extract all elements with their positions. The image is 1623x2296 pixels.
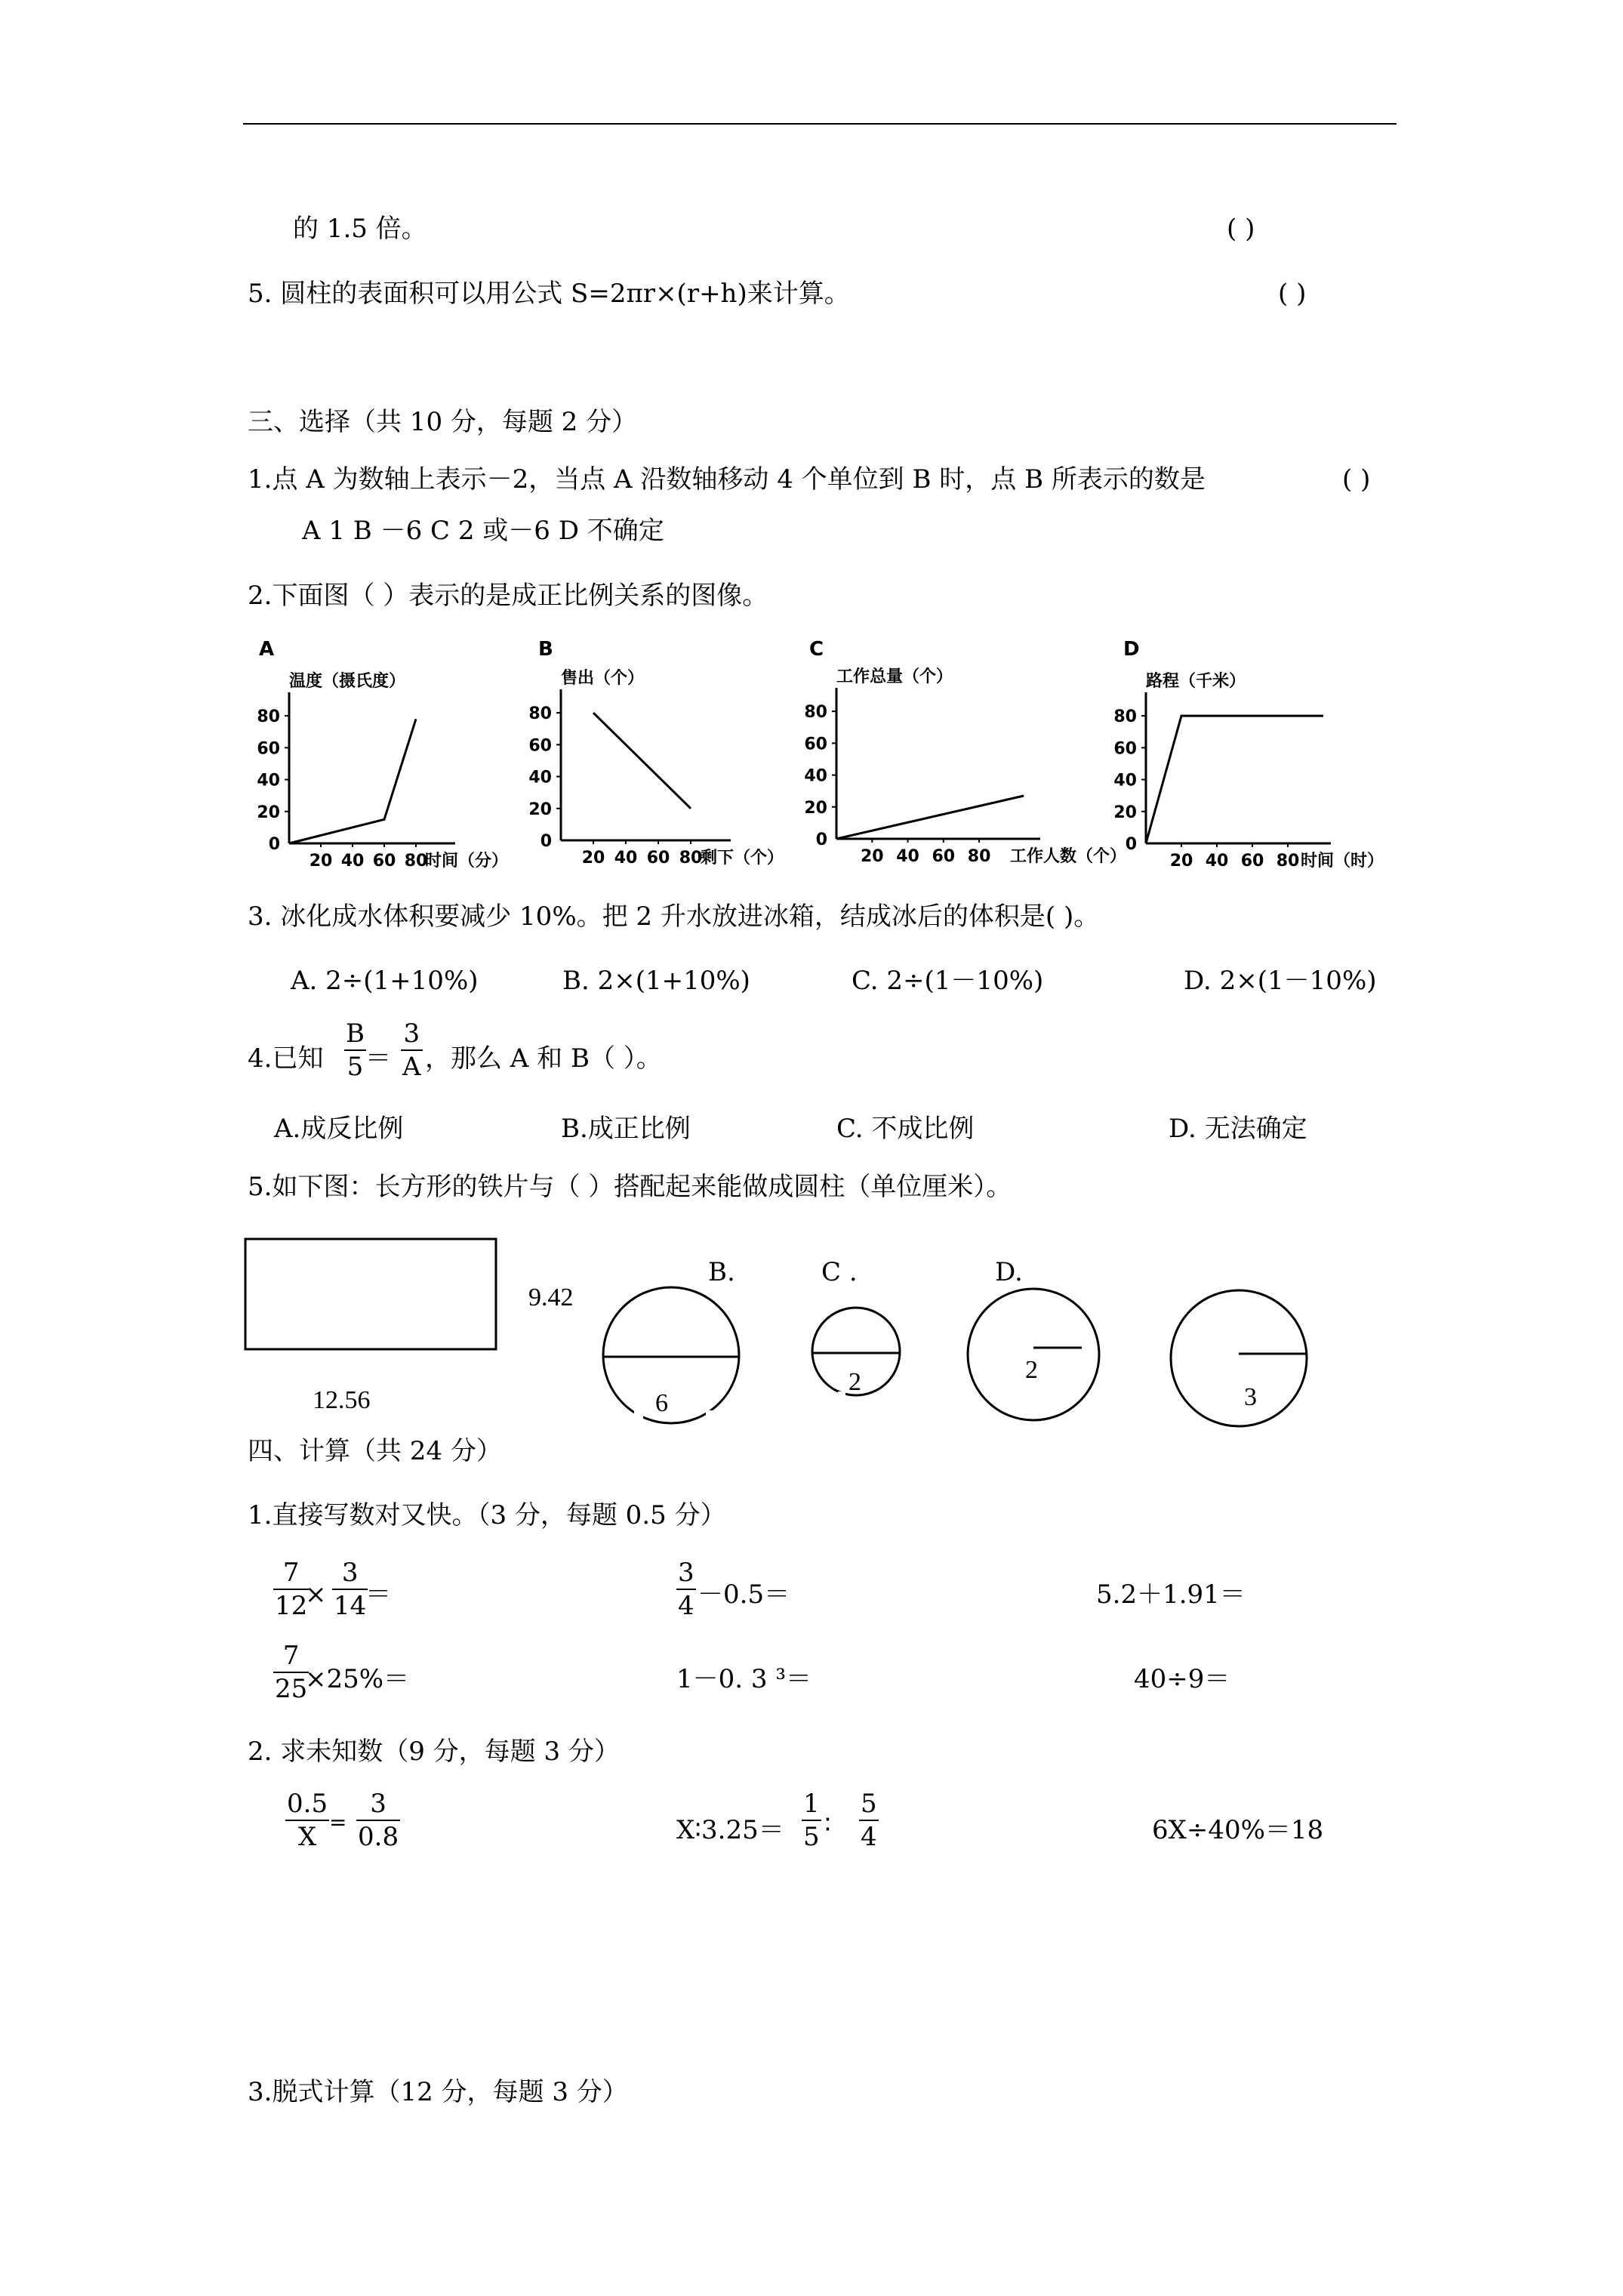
item4-tail: 的 1.5 倍。 <box>293 214 427 244</box>
q2-text: 2.下面图（ ）表示的是成正比例关系的图像。 <box>248 581 768 611</box>
circle-d <box>1171 1290 1307 1426</box>
calc1-operator: × <box>305 1579 327 1610</box>
solve1-left-numerator: 0.5 <box>285 1791 329 1821</box>
section4-sub1: 1.直接写数对又快。（3 分，每题 0.5 分） <box>248 1500 726 1530</box>
solve2-colon: ∶ <box>824 1810 831 1840</box>
calc1-fraction-a-denominator: 12 <box>275 1591 308 1621</box>
solve1-left-denominator: X <box>297 1822 317 1852</box>
graph-D-x-title: 时间（时） <box>1301 852 1384 871</box>
graph-C-x-tick-label: 40 <box>896 847 919 866</box>
circle-b-diameter-value: 2 <box>848 1368 861 1396</box>
graph-C-x-title: 工作人数（个） <box>1010 847 1127 866</box>
calc1-fraction-a-numerator: 7 <box>273 1560 309 1590</box>
graph-D-x-tick-label: 20 <box>1169 852 1193 871</box>
graph-B-y-tick-label: 20 <box>528 800 552 819</box>
q1-options: A 1 B －6 C 2 或－6 D 不确定 <box>302 516 664 546</box>
solve1-right-numerator: 3 <box>356 1791 400 1821</box>
circle-c-radius-value: 2 <box>1025 1356 1038 1384</box>
solve2-prefix: X∶3.25＝ <box>676 1815 784 1845</box>
solve2-fraction-2 <box>859 1791 879 1850</box>
q4-equals: ＝ <box>365 1043 391 1074</box>
q4-option-b: B.成正比例 <box>561 1114 691 1144</box>
circle-d-radius-value: 3 <box>1244 1383 1257 1411</box>
graph-B-y-tick-label: 0 <box>540 832 552 851</box>
calc1-fraction-a <box>273 1560 309 1619</box>
calc2-fraction <box>676 1560 696 1619</box>
graph-D-x-tick-label: 40 <box>1205 852 1229 871</box>
graph-A-x-tick-label: 60 <box>372 852 396 871</box>
q3-option-a: A. 2÷(1+10%) <box>291 966 479 996</box>
graph-C-x-tick-label: 60 <box>932 847 956 866</box>
graph-A-letter: A <box>259 638 275 661</box>
graph-B-y-tick-label: 40 <box>528 768 552 787</box>
item5-answer-paren: ( ) <box>1278 279 1307 309</box>
graph-B-letter: B <box>538 638 553 661</box>
graph-D-y-tick-label: 20 <box>1113 803 1137 822</box>
graph-B-x-tick-label: 40 <box>614 849 638 868</box>
graph-D-y-tick-label: 80 <box>1113 707 1137 727</box>
calc6: 40÷9＝ <box>1134 1664 1230 1694</box>
graph-C-y-tick-label: 0 <box>815 831 827 849</box>
q1-answer-paren: ( ) <box>1342 464 1371 495</box>
graph-B-x-tick-label: 60 <box>646 849 670 868</box>
rectangle-width-label: 12.56 <box>313 1386 371 1414</box>
circle-label-d: D. <box>995 1257 1023 1287</box>
solve2-fraction-1-numerator: 1 <box>802 1791 821 1821</box>
solve1-right-denominator: 0.8 <box>358 1822 399 1852</box>
calc1-fraction-b <box>332 1560 368 1619</box>
calc4-fraction-denominator: 25 <box>275 1674 308 1704</box>
circle-a <box>603 1287 739 1423</box>
graph-C-letter: C <box>809 638 824 661</box>
graph-C-y-tick-label: 80 <box>804 703 827 723</box>
graph-A-y-tick-label: 60 <box>257 739 280 759</box>
calc1-fraction-b-numerator: 3 <box>332 1560 368 1590</box>
calc4-fraction <box>273 1643 309 1702</box>
solve3: 6X÷40%＝18 <box>1152 1815 1324 1845</box>
q4-option-a: A.成反比例 <box>274 1114 404 1144</box>
q3-option-c: C. 2÷(1－10%) <box>852 966 1044 996</box>
q3-text: 3. 冰化成水体积要减少 10%。把 2 升水放进冰箱，结成冰后的体积是( )。 <box>248 901 1100 932</box>
graph-A-y-tick-label: 20 <box>257 803 280 822</box>
solve2-fraction-1-denominator: 5 <box>803 1822 820 1852</box>
calc2-fraction-numerator: 3 <box>676 1560 696 1590</box>
solve1-fraction-right <box>356 1791 400 1850</box>
graph-A-x-tick-label: 20 <box>309 852 333 871</box>
graph-A-x-title: 时间（分） <box>425 852 509 871</box>
solve2-fraction-2-numerator: 5 <box>859 1791 879 1821</box>
metal-sheet-rectangle <box>245 1239 496 1349</box>
graph-D-x-tick-label: 80 <box>1276 852 1300 871</box>
calc1-fraction-b-denominator: 14 <box>334 1591 367 1621</box>
circle-a-diameter-value: 6 <box>655 1389 668 1417</box>
graph-C-x-tick-label: 20 <box>860 847 884 866</box>
calc5: 1－0. 3 ³＝ <box>676 1664 812 1694</box>
graph-B-y-tick-label: 80 <box>528 704 552 724</box>
circle-label-b: B. <box>708 1257 735 1287</box>
solve1-equals: = <box>329 1810 347 1835</box>
calc4-rest: ×25%＝ <box>305 1664 410 1694</box>
section4-sub3: 3.脱式计算（12 分，每题 3 分） <box>248 2077 628 2107</box>
graph-B-x-title: 剩下（个） <box>701 849 784 868</box>
calc2-rest: －0.5＝ <box>698 1579 790 1610</box>
graph-B-y-tick-label: 60 <box>528 736 552 756</box>
graph-C-x-tick-label: 80 <box>967 847 991 866</box>
graph-D-x-tick-label: 60 <box>1240 852 1264 871</box>
solve2-fraction-2-denominator: 4 <box>861 1822 877 1852</box>
q4-fraction-1-numerator: B <box>344 1021 366 1051</box>
calc4-fraction-numerator: 7 <box>273 1643 309 1673</box>
q4-suffix: ，那么 A 和 B（ ）。 <box>425 1043 662 1074</box>
graph-C-y-title: 工作总量（个） <box>836 667 953 686</box>
item5-text: 5. 圆柱的表面积可以用公式 S=2πr×(r+h)来计算。 <box>248 279 850 309</box>
q1-text: 1.点 A 为数轴上表示－2，当点 A 沿数轴移动 4 个单位到 B 时，点 B 所表示的数是 <box>248 464 1206 495</box>
graph-C-y-tick-label: 20 <box>804 798 827 818</box>
solve1-fraction-left <box>285 1791 329 1850</box>
q5-text: 5.如下图：长方形的铁片与（ ）搭配起来能做成圆柱（单位厘米）。 <box>248 1172 1012 1202</box>
q3-option-b: B. 2×(1+10%) <box>562 966 750 996</box>
rectangle-height-label: 9.42 <box>528 1284 574 1311</box>
graph-B-y-title: 售出（个） <box>561 669 645 688</box>
graph-D-y-tick-label: 60 <box>1113 739 1137 759</box>
graph-D-y-title: 路程（千米） <box>1146 672 1246 691</box>
graph-A-x-tick-label: 40 <box>340 852 365 871</box>
calc2-fraction-denominator: 4 <box>678 1591 694 1621</box>
graph-D-letter: D <box>1123 638 1140 661</box>
solve2-fraction-1 <box>802 1791 821 1850</box>
section4-heading: 四、计算（共 24 分） <box>248 1436 502 1466</box>
q4-fraction-2-numerator: 3 <box>401 1021 423 1051</box>
q4-option-c: C. 不成比例 <box>836 1114 975 1144</box>
section4-sub2: 2. 求未知数（9 分，每题 3 分） <box>248 1737 620 1767</box>
graph-A-y-title: 温度（摄氏度） <box>289 672 406 691</box>
graph-A-y-tick-label: 40 <box>257 771 280 791</box>
graph-A-y-tick-label: 80 <box>257 707 280 727</box>
circle-label-c: C . <box>821 1257 858 1287</box>
calc3: 5.2＋1.91＝ <box>1096 1579 1246 1610</box>
item4-answer-paren: ( ) <box>1227 214 1255 244</box>
graph-A-y-tick-label: 0 <box>268 835 280 854</box>
q3-option-d: D. 2×(1－10%) <box>1184 966 1377 996</box>
calc1-equals: ＝ <box>365 1579 391 1610</box>
graph-C-y-tick-label: 60 <box>804 735 827 754</box>
graph-B-x-tick-label: 20 <box>581 849 605 868</box>
graph-A-x-tick-label: 80 <box>404 852 428 871</box>
q4-prefix: 4.已知 <box>248 1043 324 1074</box>
graph-C-y-tick-label: 40 <box>804 766 827 786</box>
circle-c <box>968 1289 1099 1420</box>
q4-option-d: D. 无法确定 <box>1169 1114 1307 1144</box>
section3-heading: 三、选择（共 10 分，每题 2 分） <box>248 407 638 437</box>
q4-fraction-1-denominator: 5 <box>346 1052 364 1082</box>
graph-B-x-tick-label: 80 <box>679 849 703 868</box>
q4-fraction-2-denominator: A <box>402 1052 421 1082</box>
graph-D-y-tick-label: 0 <box>1125 835 1137 854</box>
graph-D-y-tick-label: 40 <box>1113 771 1137 791</box>
